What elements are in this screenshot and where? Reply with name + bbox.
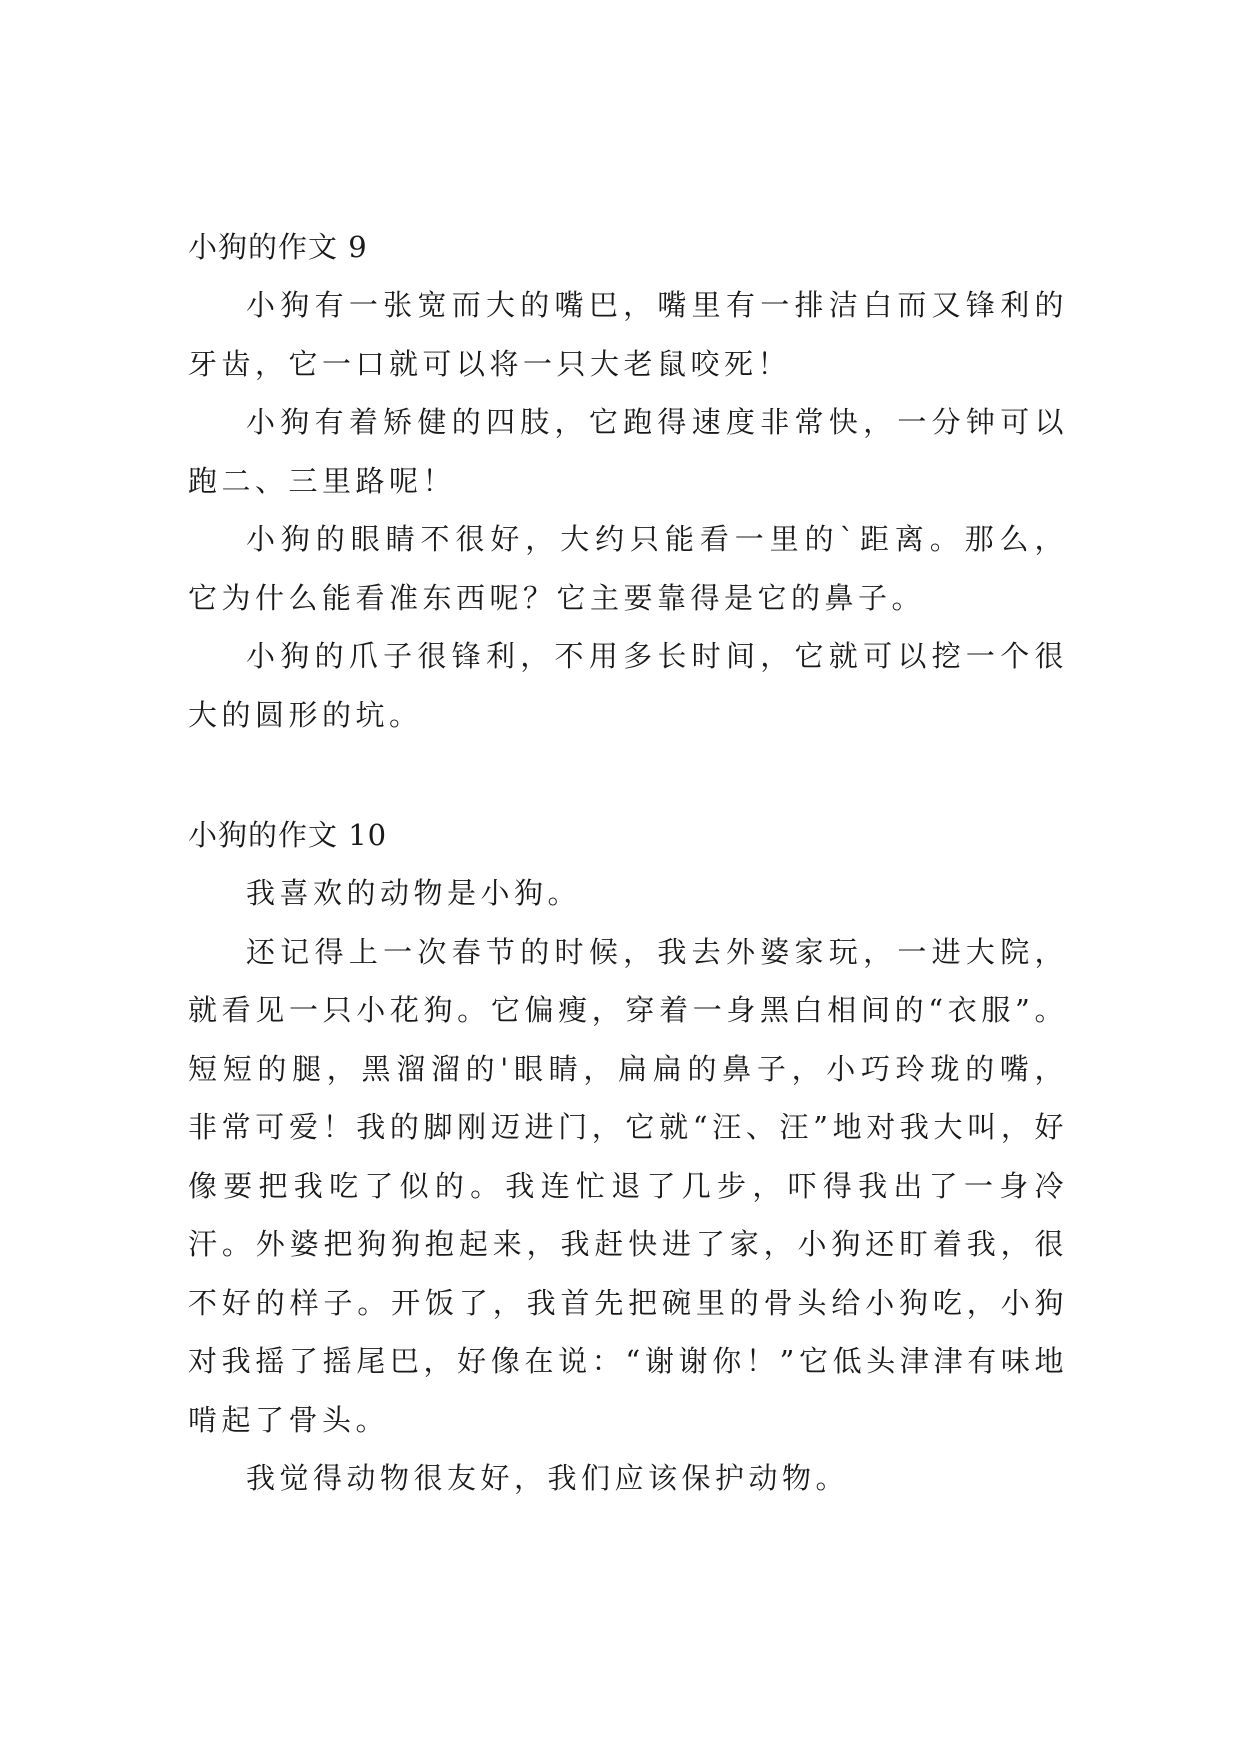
essay-paragraph: 小狗有一张宽而大的嘴巴，嘴里有一排洁白而又锋利的牙齿，它一口就可以将一只大老鼠咬死！ [188,288,1068,381]
essay-section-10 [188,806,1068,1508]
essay-title: 小狗的作文 9 [188,230,368,264]
essay-paragraph: 小狗的眼睛不很好，大约只能看一里的`距离。那么，它为什么能看准东西呢？它主要靠得是它的鼻子。 [188,522,1068,615]
essay-paragraph: 小狗有着矫健的四肢，它跑得速度非常快，一分钟可以跑二、三里路呢！ [188,405,1068,498]
essay-paragraph: 还记得上一次春节的时候，我去外婆家玩，一进大院，就看见一只小花狗。它偏瘦，穿着一身黑白相间的“衣服”。短短的腿，黑溜溜的'眼睛，扁扁的鼻子，小巧玲珑的嘴，非常可爱！我的脚刚迈进门，它就“汪、汪”地对我大叫，好像要把我吃了似的。我连忙退了几步，吓得我出了一身冷汗。外婆把狗狗抱起来，我赶快进了家，小狗还盯着我，很不好的样子。开饭了，我首先把碗里的骨头给小狗吃，小狗对我摇了摇尾巴，好像在说：“谢谢你！”它低头津津有味地啃起了骨头。 [188,934,1068,1437]
essay-section-9 [188,218,1068,744]
essay-paragraph: 我喜欢的动物是小狗。 [246,876,582,910]
essay-paragraph: 我觉得动物很友好，我们应该保护动物。 [246,1461,850,1495]
essay-paragraph: 小狗的爪子很锋利，不用多长时间，它就可以挖一个很大的圆形的坑。 [188,639,1068,732]
document-body [188,218,1068,1508]
essay-title: 小狗的作文 10 [188,818,388,852]
